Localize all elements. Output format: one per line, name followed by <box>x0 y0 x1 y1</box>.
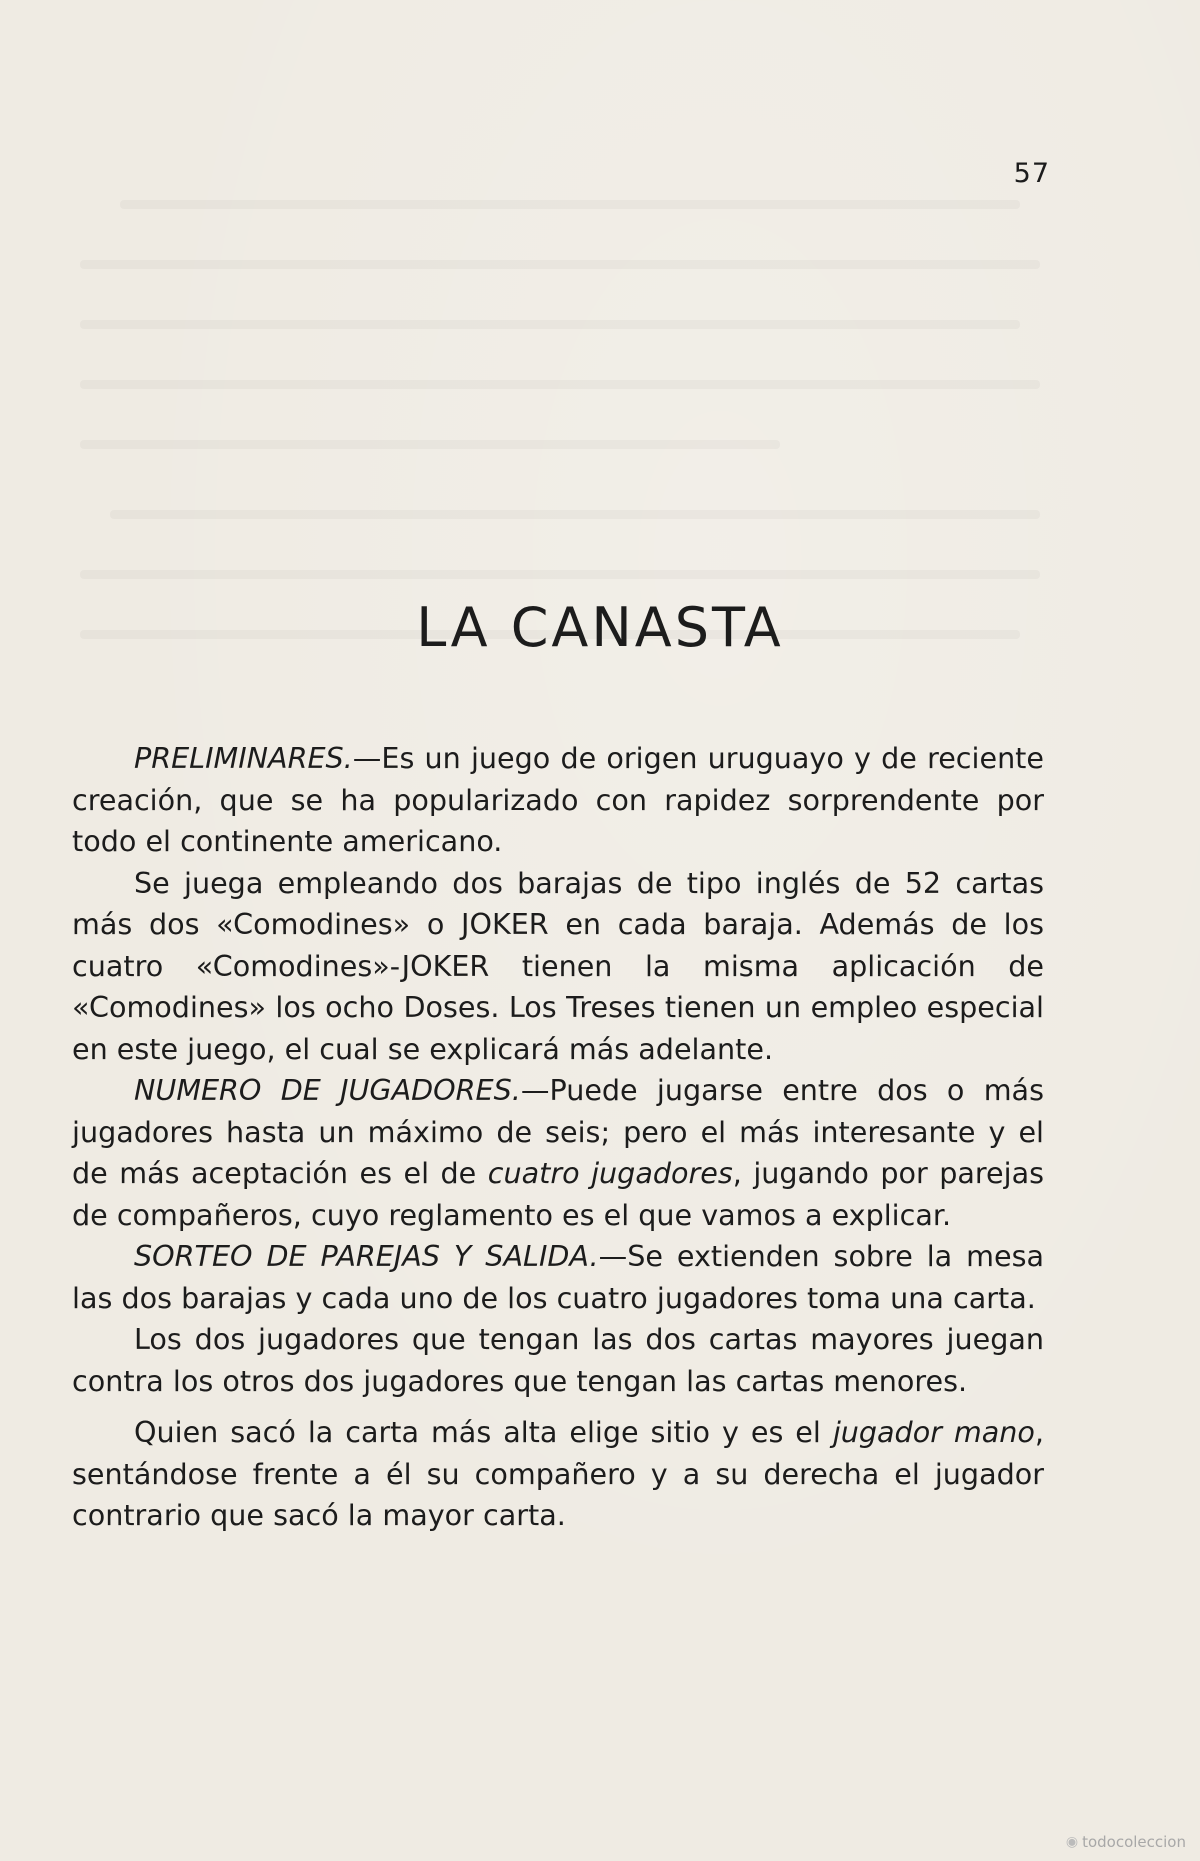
paragraph-cartas-mayores <box>72 1319 1044 1402</box>
emphasized-text: cuatro jugadores <box>487 1156 733 1190</box>
section-lead: PRELIMINARES. <box>134 741 353 775</box>
paragraph-text: Se juega empleando dos barajas de tipo inglés de 52 cartas más dos «Comodines» o JOKER en cada baraja. Además de los cuatro «Comodines»-JOKER tienen la misma aplicación de «Comodines» los ocho Doses. Los Treses tienen un empleo especial en este juego, el cual se explicará más adelante. <box>72 865 1044 1066</box>
paragraph-barajas <box>72 863 1044 1071</box>
paragraph-text: —Es un juego de origen uruguayo y de reciente creación, que se ha popularizado con rapidez sorprendente por todo el continente americano. <box>72 741 1044 858</box>
paragraph-jugador-mano <box>72 1412 1044 1537</box>
paragraph-text: , sentándose frente a él su compañero y a su derecha el jugador contrario que sacó la mayor carta. <box>72 1415 1044 1532</box>
paragraph-text: , jugando por parejas de compañeros, cuyo reglamento es el que vamos a explicar. <box>72 1156 1044 1232</box>
emphasized-text: jugador mano <box>832 1415 1035 1449</box>
paragraph-text: Los dos jugadores que tengan las dos cartas mayores juegan contra los otros dos jugadores que tengan las cartas menores. <box>72 1322 1044 1398</box>
watermark-text: todocoleccion <box>1082 1833 1186 1851</box>
section-lead: NUMERO DE JUGADORES. <box>134 1073 521 1107</box>
paragraph-preliminares <box>72 738 1044 863</box>
watermark <box>1066 1833 1186 1851</box>
paragraph-text: —Puede jugarse entre dos o más jugadores hasta un máximo de seis; pero el más interesante y el de más aceptación es el de <box>72 1073 1044 1190</box>
tc-logo-icon: ◉ <box>1065 1834 1079 1850</box>
chapter-body <box>72 738 1044 1537</box>
chapter-title: LA CANASTA <box>416 596 784 660</box>
paragraph-text: Quien sacó la carta más alta elige sitio y es el <box>134 1415 833 1449</box>
section-lead: SORTEO DE PAREJAS Y SALIDA. <box>134 1239 599 1273</box>
paragraph-sorteo <box>72 1236 1044 1319</box>
paragraph-text: —Se extienden sobre la mesa las dos barajas y cada uno de los cuatro jugadores toma una carta. <box>72 1239 1045 1315</box>
paragraph-numero-jugadores <box>72 1070 1044 1236</box>
page-number: 57 <box>1013 158 1050 189</box>
